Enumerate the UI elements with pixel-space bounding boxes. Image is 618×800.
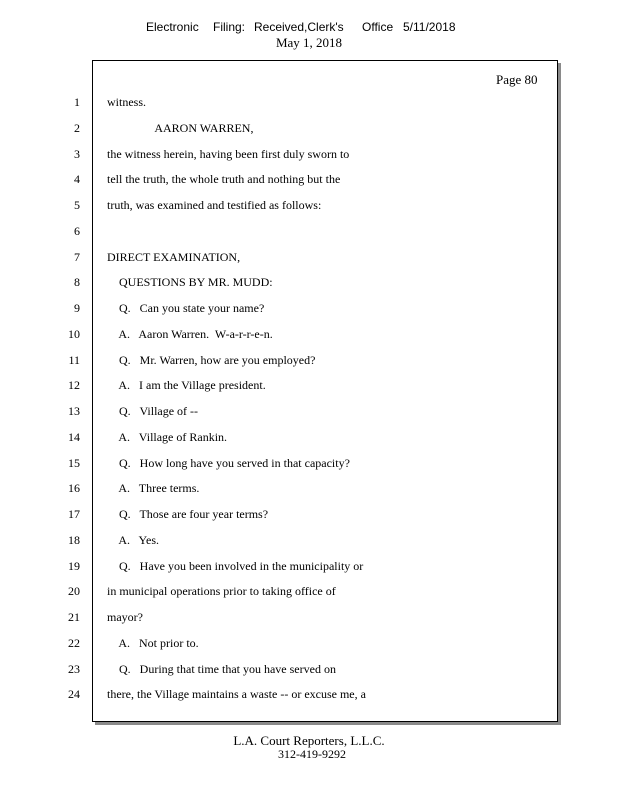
line-number: 8 bbox=[74, 275, 80, 289]
line-text: Q. Mr. Warren, how are you employed? bbox=[107, 353, 316, 367]
line-number: 15 bbox=[68, 456, 80, 470]
footer-phone: 312-419-9292 bbox=[278, 747, 346, 761]
line-number: 24 bbox=[68, 687, 80, 701]
line-text: DIRECT EXAMINATION, bbox=[107, 250, 241, 264]
line-number: 23 bbox=[68, 662, 80, 676]
line-number: 14 bbox=[68, 430, 80, 444]
line-number: 13 bbox=[68, 404, 80, 418]
line-text: Q. Can you state your name? bbox=[107, 301, 265, 315]
line-number: 22 bbox=[68, 636, 80, 650]
line-number: 21 bbox=[68, 610, 80, 624]
line-number: 18 bbox=[68, 533, 80, 547]
line-number: 10 bbox=[68, 327, 80, 341]
line-text: A. Not prior to. bbox=[107, 636, 199, 650]
line-text: there, the Village maintains a waste -- or excuse me, a bbox=[107, 687, 366, 701]
line-number: 20 bbox=[68, 584, 80, 598]
line-text: mayor? bbox=[107, 610, 143, 624]
line-text: AARON WARREN, bbox=[107, 121, 254, 135]
line-number: 5 bbox=[74, 198, 80, 212]
line-text: A. Three terms. bbox=[107, 481, 200, 495]
footer-company: L.A. Court Reporters, L.L.C. bbox=[233, 733, 385, 748]
line-number: 6 bbox=[74, 224, 80, 238]
line-text: A. I am the Village president. bbox=[107, 378, 266, 392]
line-text: Q. Those are four year terms? bbox=[107, 507, 269, 521]
line-number: 9 bbox=[74, 301, 80, 315]
line-number: 16 bbox=[68, 481, 80, 495]
line-text: the witness herein, having been first duly sworn to bbox=[107, 147, 350, 161]
transcript-date: May 1, 2018 bbox=[275, 35, 343, 50]
line-number: 4 bbox=[74, 172, 80, 186]
line-text: Q. During that time that you have served on bbox=[107, 662, 336, 676]
stamp-word-date: 5/11/2018 bbox=[403, 20, 456, 34]
line-text: in municipal operations prior to taking office of bbox=[107, 584, 336, 598]
line-text: A. Yes. bbox=[107, 533, 160, 547]
line-number: 19 bbox=[68, 559, 80, 573]
filing-stamp bbox=[0, 20, 618, 34]
line-text: Q. How long have you served in that capacity? bbox=[107, 456, 350, 470]
line-number: 2 bbox=[74, 121, 80, 135]
line-text: QUESTIONS BY MR. MUDD: bbox=[107, 275, 273, 289]
stamp-word-office: Office bbox=[362, 20, 394, 34]
line-number: 11 bbox=[68, 353, 80, 367]
line-text: A. Aaron Warren. W-a-r-r-e-n. bbox=[107, 327, 273, 341]
stamp-word-electronic: Electronic bbox=[146, 20, 199, 34]
line-number: 1 bbox=[74, 95, 80, 109]
stamp-word-filing: Filing: bbox=[213, 20, 246, 34]
page-number: Page 80 bbox=[496, 72, 538, 87]
line-number: 3 bbox=[74, 147, 80, 161]
line-text: Q. Village of -- bbox=[107, 404, 199, 418]
line-text: witness. bbox=[107, 95, 146, 109]
line-number: 12 bbox=[68, 378, 80, 392]
line-text: truth, was examined and testified as follows: bbox=[107, 198, 322, 212]
line-number: 17 bbox=[68, 507, 80, 521]
line-number: 7 bbox=[74, 250, 80, 264]
line-text: Q. Have you been involved in the municipality or bbox=[107, 559, 364, 573]
line-text: tell the truth, the whole truth and nothing but the bbox=[107, 172, 341, 186]
stamp-word-received: Received,Clerk's bbox=[254, 20, 344, 34]
line-text: A. Village of Rankin. bbox=[107, 430, 228, 444]
